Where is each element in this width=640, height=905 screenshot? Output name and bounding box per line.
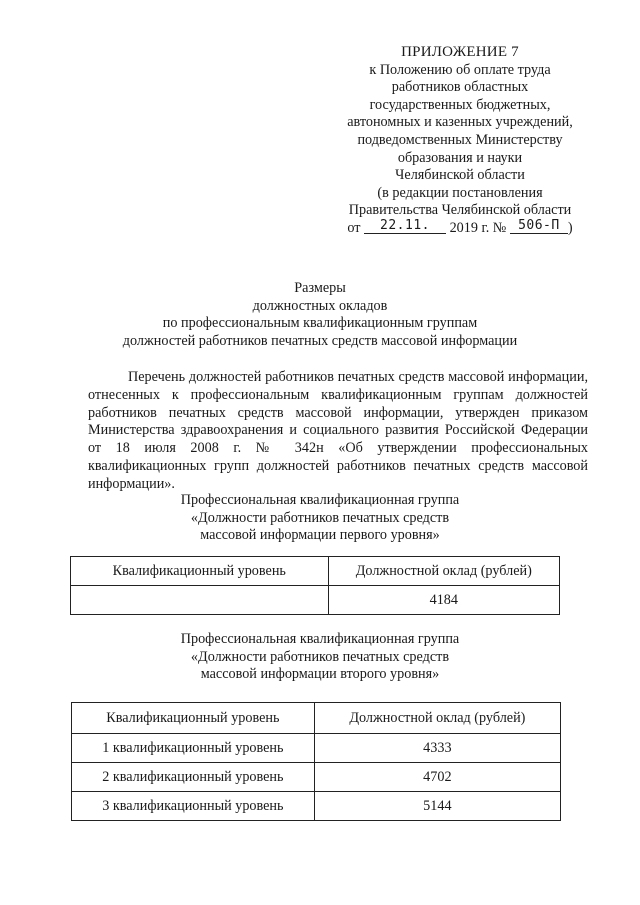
appendix-line: (в редакции постановления: [377, 184, 543, 201]
resolution-date: 22.11.: [364, 219, 446, 234]
group1-heading: [100, 492, 540, 545]
intro-text: [88, 369, 588, 494]
intro-paragraph: [88, 369, 588, 494]
cell-level: 1 квалификационный уровень: [72, 734, 315, 763]
intro-line: Федерации от 18 июля 2008 г. № 342н «Об утверждении профессиональных: [88, 422, 588, 457]
table-row: [72, 734, 561, 763]
group-title-line: «Должности работников печатных средств: [190, 648, 450, 665]
appendix-line: работников областных: [391, 79, 529, 96]
resolution-date-line: [338, 217, 582, 238]
cell-salary: 4184: [328, 586, 559, 615]
column-header-level: Квалификационный уровень: [72, 703, 315, 734]
appendix-line: Челябинской области: [395, 167, 525, 184]
appendix-line: автономных и казенных учреждений,: [347, 114, 573, 131]
appendix-block: [338, 44, 582, 238]
year-text: 2019 г. №: [449, 219, 507, 236]
group-title-line: Профессиональная квалификационная группа: [180, 631, 460, 647]
table-row: [71, 586, 560, 615]
group-title-line: «Должности работников печатных средств: [190, 509, 450, 526]
column-header-salary: Должностной оклад (рублей): [328, 557, 559, 586]
group-title-line: Профессиональная квалификационная группа: [180, 492, 460, 508]
appendix-line: образования и науки: [397, 149, 523, 166]
table-row: [72, 763, 561, 792]
resolution-number: 506-П: [510, 219, 568, 234]
heading-line: по профессиональным квалификационным группам: [162, 315, 478, 331]
intro-line: приказом Министерства здравоохранения и социального развития Российской: [88, 404, 588, 439]
group-title-line: массовой информации второго уровня»: [200, 666, 440, 682]
cell-level: 3 квалификационный уровень: [72, 792, 315, 821]
table-header-row: [72, 703, 561, 734]
cell-salary: 4333: [314, 734, 560, 763]
date-prefix: от: [347, 219, 361, 236]
appendix-line: подведомственных Министерству: [357, 131, 563, 148]
intro-line: Перечень должностей работников печатных средств массовой: [128, 369, 505, 385]
table-header-row: [71, 557, 560, 586]
heading-line: должностных окладов: [252, 297, 388, 314]
appendix-line: Правительства Челябинской области: [348, 202, 572, 219]
column-header-level: Квалификационный уровень: [71, 557, 329, 586]
appendix-line: к Положению об оплате труда: [369, 61, 551, 78]
cell-level: 2 квалификационный уровень: [72, 763, 315, 792]
closing-paren: ): [567, 219, 573, 236]
salary-table-level2: [71, 702, 561, 821]
heading-line: Размеры: [294, 280, 346, 296]
appendix-line: государственных бюджетных,: [369, 96, 551, 113]
cell-salary: 5144: [314, 792, 560, 821]
intro-line: информации».: [88, 475, 175, 492]
heading-line: должностей работников печатных средств массовой информации: [122, 332, 518, 349]
table-row: [72, 792, 561, 821]
intro-line: должностей работников печатных средств массовой информации, утвержден: [88, 386, 589, 421]
intro-line: информации, отнесенных к профессиональным квалификационным группам: [88, 369, 588, 403]
intro-line: квалификационных групп должностей работников печатных средств массовой: [88, 457, 588, 474]
document-heading: [90, 280, 550, 350]
appendix-title: ПРИЛОЖЕНИЕ 7: [401, 44, 519, 60]
cell-level: [71, 586, 329, 615]
group2-heading: [100, 631, 540, 684]
column-header-salary: Должностной оклад (рублей): [314, 703, 560, 734]
group-title-line: массовой информации первого уровня»: [200, 527, 440, 543]
cell-salary: 4702: [314, 763, 560, 792]
salary-table-level1: [70, 556, 560, 615]
